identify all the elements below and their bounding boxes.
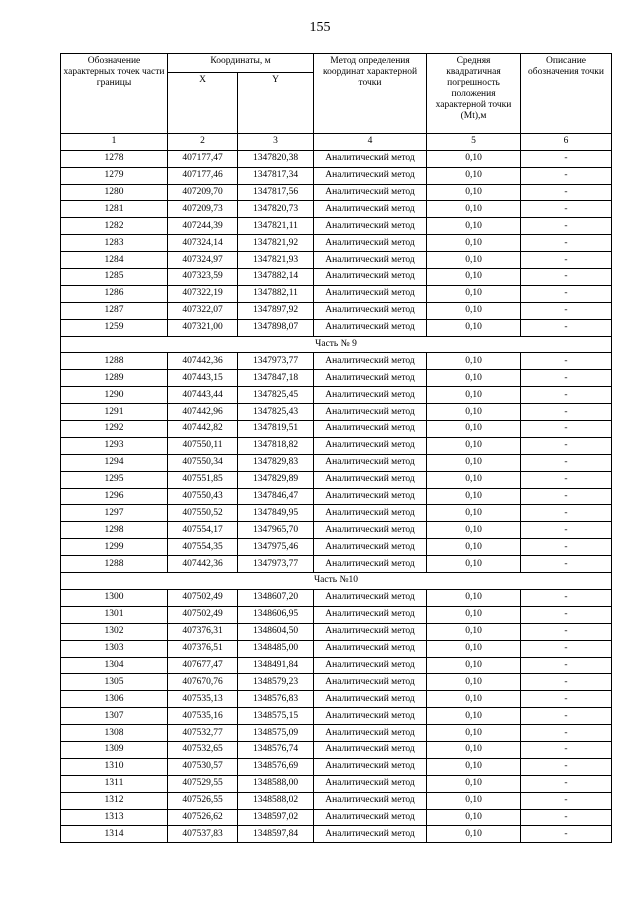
table-row bbox=[61, 167, 612, 184]
header-coordinates: Координаты, м bbox=[168, 54, 314, 73]
cell-description: - bbox=[521, 285, 612, 302]
cell-y: 1348576,69 bbox=[238, 758, 314, 775]
cell-description: - bbox=[521, 589, 612, 606]
cell-description: - bbox=[521, 201, 612, 218]
cell-y: 1347975,46 bbox=[238, 539, 314, 556]
cell-y: 1347821,93 bbox=[238, 252, 314, 269]
table-row bbox=[61, 421, 612, 438]
table-row bbox=[61, 505, 612, 522]
cell-point: 1297 bbox=[61, 505, 168, 522]
cell-x: 407535,16 bbox=[168, 708, 238, 725]
table-row bbox=[61, 725, 612, 742]
cell-y: 1348575,09 bbox=[238, 725, 314, 742]
section-title: Часть № 9 bbox=[61, 336, 612, 353]
table-row bbox=[61, 741, 612, 758]
cell-point: 1300 bbox=[61, 589, 168, 606]
column-number: 6 bbox=[521, 133, 612, 150]
cell-description: - bbox=[521, 421, 612, 438]
cell-description: - bbox=[521, 505, 612, 522]
cell-y: 1347849,95 bbox=[238, 505, 314, 522]
cell-error: 0,10 bbox=[427, 522, 521, 539]
cell-description: - bbox=[521, 758, 612, 775]
cell-description: - bbox=[521, 150, 612, 167]
table-row bbox=[61, 353, 612, 370]
cell-error: 0,10 bbox=[427, 674, 521, 691]
cell-error: 0,10 bbox=[427, 285, 521, 302]
cell-description: - bbox=[521, 539, 612, 556]
cell-x: 407177,46 bbox=[168, 167, 238, 184]
cell-x: 407209,70 bbox=[168, 184, 238, 201]
table-row bbox=[61, 623, 612, 640]
cell-x: 407324,14 bbox=[168, 235, 238, 252]
table-row bbox=[61, 235, 612, 252]
cell-x: 407535,13 bbox=[168, 691, 238, 708]
table-row bbox=[61, 150, 612, 167]
cell-error: 0,10 bbox=[427, 319, 521, 336]
cell-point: 1314 bbox=[61, 826, 168, 843]
header-method: Метод определения координат характерной точки bbox=[314, 54, 427, 134]
cell-method: Аналитический метод bbox=[314, 353, 427, 370]
cell-method: Аналитический метод bbox=[314, 623, 427, 640]
cell-method: Аналитический метод bbox=[314, 505, 427, 522]
cell-y: 1347829,89 bbox=[238, 471, 314, 488]
cell-point: 1310 bbox=[61, 758, 168, 775]
cell-y: 1347882,11 bbox=[238, 285, 314, 302]
cell-method: Аналитический метод bbox=[314, 708, 427, 725]
cell-method: Аналитический метод bbox=[314, 809, 427, 826]
cell-y: 1348485,00 bbox=[238, 640, 314, 657]
cell-error: 0,10 bbox=[427, 792, 521, 809]
cell-x: 407322,07 bbox=[168, 302, 238, 319]
cell-method: Аналитический метод bbox=[314, 589, 427, 606]
cell-y: 1348576,74 bbox=[238, 741, 314, 758]
cell-x: 407550,11 bbox=[168, 437, 238, 454]
cell-x: 407376,31 bbox=[168, 623, 238, 640]
cell-method: Аналитический метод bbox=[314, 150, 427, 167]
table-row bbox=[61, 319, 612, 336]
table-row bbox=[61, 556, 612, 573]
cell-method: Аналитический метод bbox=[314, 387, 427, 404]
cell-point: 1295 bbox=[61, 471, 168, 488]
section-row bbox=[61, 573, 612, 590]
cell-method: Аналитический метод bbox=[314, 826, 427, 843]
cell-method: Аналитический метод bbox=[314, 725, 427, 742]
cell-description: - bbox=[521, 184, 612, 201]
table-row bbox=[61, 792, 612, 809]
header-x: X bbox=[168, 72, 238, 133]
cell-error: 0,10 bbox=[427, 235, 521, 252]
cell-description: - bbox=[521, 235, 612, 252]
cell-error: 0,10 bbox=[427, 606, 521, 623]
cell-x: 407554,35 bbox=[168, 539, 238, 556]
header-description: Описание обозначения точки bbox=[521, 54, 612, 134]
cell-x: 407526,55 bbox=[168, 792, 238, 809]
cell-point: 1309 bbox=[61, 741, 168, 758]
cell-y: 1347817,34 bbox=[238, 167, 314, 184]
cell-description: - bbox=[521, 353, 612, 370]
cell-method: Аналитический метод bbox=[314, 775, 427, 792]
cell-method: Аналитический метод bbox=[314, 454, 427, 471]
cell-point: 1289 bbox=[61, 370, 168, 387]
cell-point: 1283 bbox=[61, 235, 168, 252]
section-title: Часть №10 bbox=[61, 573, 612, 590]
cell-description: - bbox=[521, 404, 612, 421]
cell-y: 1348579,23 bbox=[238, 674, 314, 691]
table-row bbox=[61, 691, 612, 708]
cell-y: 1348588,00 bbox=[238, 775, 314, 792]
cell-description: - bbox=[521, 556, 612, 573]
cell-y: 1348597,84 bbox=[238, 826, 314, 843]
cell-error: 0,10 bbox=[427, 725, 521, 742]
cell-description: - bbox=[521, 623, 612, 640]
cell-x: 407442,36 bbox=[168, 556, 238, 573]
cell-point: 1306 bbox=[61, 691, 168, 708]
cell-method: Аналитический метод bbox=[314, 269, 427, 286]
cell-description: - bbox=[521, 471, 612, 488]
cell-method: Аналитический метод bbox=[314, 404, 427, 421]
cell-x: 407442,96 bbox=[168, 404, 238, 421]
cell-method: Аналитический метод bbox=[314, 488, 427, 505]
header-mean-error: Средняя квадратичная погрешность положения характерной точки (Mt),м bbox=[427, 54, 521, 134]
cell-method: Аналитический метод bbox=[314, 539, 427, 556]
cell-error: 0,10 bbox=[427, 252, 521, 269]
cell-point: 1282 bbox=[61, 218, 168, 235]
cell-description: - bbox=[521, 387, 612, 404]
cell-error: 0,10 bbox=[427, 556, 521, 573]
cell-point: 1286 bbox=[61, 285, 168, 302]
cell-x: 407670,76 bbox=[168, 674, 238, 691]
cell-x: 407677,47 bbox=[168, 657, 238, 674]
cell-point: 1299 bbox=[61, 539, 168, 556]
cell-error: 0,10 bbox=[427, 404, 521, 421]
cell-error: 0,10 bbox=[427, 758, 521, 775]
cell-method: Аналитический метод bbox=[314, 556, 427, 573]
cell-description: - bbox=[521, 826, 612, 843]
cell-method: Аналитический метод bbox=[314, 792, 427, 809]
table-row bbox=[61, 252, 612, 269]
cell-point: 1312 bbox=[61, 792, 168, 809]
cell-x: 407322,19 bbox=[168, 285, 238, 302]
cell-x: 407323,59 bbox=[168, 269, 238, 286]
cell-y: 1347965,70 bbox=[238, 522, 314, 539]
cell-y: 1347821,11 bbox=[238, 218, 314, 235]
cell-error: 0,10 bbox=[427, 708, 521, 725]
cell-description: - bbox=[521, 792, 612, 809]
cell-description: - bbox=[521, 319, 612, 336]
cell-point: 1284 bbox=[61, 252, 168, 269]
table-row bbox=[61, 606, 612, 623]
table-row bbox=[61, 708, 612, 725]
cell-point: 1292 bbox=[61, 421, 168, 438]
cell-point: 1311 bbox=[61, 775, 168, 792]
cell-description: - bbox=[521, 657, 612, 674]
table-row bbox=[61, 809, 612, 826]
cell-description: - bbox=[521, 741, 612, 758]
cell-point: 1280 bbox=[61, 184, 168, 201]
cell-x: 407324,97 bbox=[168, 252, 238, 269]
table-row bbox=[61, 674, 612, 691]
cell-error: 0,10 bbox=[427, 201, 521, 218]
column-number: 1 bbox=[61, 133, 168, 150]
cell-point: 1298 bbox=[61, 522, 168, 539]
cell-x: 407321,00 bbox=[168, 319, 238, 336]
cell-method: Аналитический метод bbox=[314, 471, 427, 488]
cell-description: - bbox=[521, 809, 612, 826]
column-numbers-row bbox=[61, 133, 612, 150]
cell-error: 0,10 bbox=[427, 775, 521, 792]
cell-error: 0,10 bbox=[427, 269, 521, 286]
cell-description: - bbox=[521, 488, 612, 505]
cell-point: 1278 bbox=[61, 150, 168, 167]
cell-method: Аналитический метод bbox=[314, 674, 427, 691]
cell-x: 407537,83 bbox=[168, 826, 238, 843]
cell-point: 1288 bbox=[61, 556, 168, 573]
table-row bbox=[61, 184, 612, 201]
table-row bbox=[61, 387, 612, 404]
page-number: 155 bbox=[309, 20, 331, 35]
cell-method: Аналитический метод bbox=[314, 522, 427, 539]
table-row bbox=[61, 218, 612, 235]
cell-y: 1347817,56 bbox=[238, 184, 314, 201]
table-row bbox=[61, 454, 612, 471]
cell-description: - bbox=[521, 640, 612, 657]
cell-point: 1293 bbox=[61, 437, 168, 454]
cell-point: 1285 bbox=[61, 269, 168, 286]
cell-point: 1291 bbox=[61, 404, 168, 421]
cell-point: 1290 bbox=[61, 387, 168, 404]
cell-x: 407244,39 bbox=[168, 218, 238, 235]
cell-error: 0,10 bbox=[427, 623, 521, 640]
cell-point: 1287 bbox=[61, 302, 168, 319]
cell-x: 407443,15 bbox=[168, 370, 238, 387]
table-row bbox=[61, 758, 612, 775]
table-row bbox=[61, 269, 612, 286]
cell-description: - bbox=[521, 674, 612, 691]
cell-y: 1348597,02 bbox=[238, 809, 314, 826]
cell-x: 407550,52 bbox=[168, 505, 238, 522]
cell-y: 1348607,20 bbox=[238, 589, 314, 606]
table-row bbox=[61, 589, 612, 606]
cell-error: 0,10 bbox=[427, 302, 521, 319]
cell-y: 1347825,45 bbox=[238, 387, 314, 404]
cell-point: 1296 bbox=[61, 488, 168, 505]
column-number: 5 bbox=[427, 133, 521, 150]
cell-description: - bbox=[521, 522, 612, 539]
cell-description: - bbox=[521, 437, 612, 454]
cell-x: 407530,57 bbox=[168, 758, 238, 775]
cell-error: 0,10 bbox=[427, 184, 521, 201]
cell-method: Аналитический метод bbox=[314, 657, 427, 674]
cell-x: 407550,43 bbox=[168, 488, 238, 505]
cell-method: Аналитический метод bbox=[314, 218, 427, 235]
cell-y: 1348491,84 bbox=[238, 657, 314, 674]
table-row bbox=[61, 775, 612, 792]
cell-point: 1294 bbox=[61, 454, 168, 471]
cell-x: 407502,49 bbox=[168, 589, 238, 606]
cell-x: 407550,34 bbox=[168, 454, 238, 471]
cell-point: 1305 bbox=[61, 674, 168, 691]
cell-y: 1347825,43 bbox=[238, 404, 314, 421]
cell-error: 0,10 bbox=[427, 370, 521, 387]
cell-method: Аналитический метод bbox=[314, 691, 427, 708]
cell-y: 1347882,14 bbox=[238, 269, 314, 286]
cell-error: 0,10 bbox=[427, 826, 521, 843]
cell-point: 1259 bbox=[61, 319, 168, 336]
table-row bbox=[61, 404, 612, 421]
cell-error: 0,10 bbox=[427, 505, 521, 522]
cell-error: 0,10 bbox=[427, 353, 521, 370]
table-body bbox=[61, 150, 612, 843]
cell-error: 0,10 bbox=[427, 218, 521, 235]
cell-x: 407442,82 bbox=[168, 421, 238, 438]
cell-method: Аналитический метод bbox=[314, 302, 427, 319]
cell-error: 0,10 bbox=[427, 589, 521, 606]
table-row bbox=[61, 488, 612, 505]
cell-y: 1348576,83 bbox=[238, 691, 314, 708]
coordinates-table bbox=[60, 53, 612, 843]
cell-point: 1304 bbox=[61, 657, 168, 674]
cell-point: 1307 bbox=[61, 708, 168, 725]
cell-error: 0,10 bbox=[427, 454, 521, 471]
cell-point: 1281 bbox=[61, 201, 168, 218]
table-row bbox=[61, 539, 612, 556]
cell-method: Аналитический метод bbox=[314, 184, 427, 201]
cell-y: 1347847,18 bbox=[238, 370, 314, 387]
cell-y: 1347973,77 bbox=[238, 353, 314, 370]
column-number: 2 bbox=[168, 133, 238, 150]
cell-x: 407502,49 bbox=[168, 606, 238, 623]
cell-method: Аналитический метод bbox=[314, 370, 427, 387]
table-row bbox=[61, 522, 612, 539]
cell-method: Аналитический метод bbox=[314, 437, 427, 454]
cell-description: - bbox=[521, 606, 612, 623]
column-number: 4 bbox=[314, 133, 427, 150]
cell-y: 1348588,02 bbox=[238, 792, 314, 809]
cell-error: 0,10 bbox=[427, 421, 521, 438]
table-row bbox=[61, 640, 612, 657]
cell-description: - bbox=[521, 370, 612, 387]
cell-description: - bbox=[521, 775, 612, 792]
table-row bbox=[61, 437, 612, 454]
cell-point: 1313 bbox=[61, 809, 168, 826]
cell-description: - bbox=[521, 218, 612, 235]
cell-error: 0,10 bbox=[427, 150, 521, 167]
cell-x: 407209,73 bbox=[168, 201, 238, 218]
cell-x: 407532,65 bbox=[168, 741, 238, 758]
cell-x: 407529,55 bbox=[168, 775, 238, 792]
cell-method: Аналитический метод bbox=[314, 285, 427, 302]
cell-y: 1347829,83 bbox=[238, 454, 314, 471]
cell-point: 1301 bbox=[61, 606, 168, 623]
table-row bbox=[61, 826, 612, 843]
cell-description: - bbox=[521, 167, 612, 184]
cell-error: 0,10 bbox=[427, 741, 521, 758]
table-row bbox=[61, 370, 612, 387]
cell-x: 407443,44 bbox=[168, 387, 238, 404]
cell-error: 0,10 bbox=[427, 167, 521, 184]
cell-method: Аналитический метод bbox=[314, 167, 427, 184]
cell-method: Аналитический метод bbox=[314, 252, 427, 269]
table-row bbox=[61, 285, 612, 302]
cell-y: 1347818,82 bbox=[238, 437, 314, 454]
cell-y: 1347898,07 bbox=[238, 319, 314, 336]
cell-x: 407442,36 bbox=[168, 353, 238, 370]
cell-error: 0,10 bbox=[427, 539, 521, 556]
cell-x: 407532,77 bbox=[168, 725, 238, 742]
cell-error: 0,10 bbox=[427, 657, 521, 674]
cell-method: Аналитический метод bbox=[314, 640, 427, 657]
table-row bbox=[61, 471, 612, 488]
cell-x: 407551,85 bbox=[168, 471, 238, 488]
column-number: 3 bbox=[238, 133, 314, 150]
cell-x: 407376,51 bbox=[168, 640, 238, 657]
cell-description: - bbox=[521, 725, 612, 742]
cell-y: 1347819,51 bbox=[238, 421, 314, 438]
table-row bbox=[61, 302, 612, 319]
cell-x: 407554,17 bbox=[168, 522, 238, 539]
cell-error: 0,10 bbox=[427, 809, 521, 826]
cell-error: 0,10 bbox=[427, 387, 521, 404]
cell-method: Аналитический метод bbox=[314, 741, 427, 758]
cell-error: 0,10 bbox=[427, 471, 521, 488]
cell-y: 1348606,95 bbox=[238, 606, 314, 623]
cell-method: Аналитический метод bbox=[314, 758, 427, 775]
cell-x: 407177,47 bbox=[168, 150, 238, 167]
header-point-designation: Обозначение характерных точек части границы bbox=[61, 54, 168, 134]
cell-y: 1347821,92 bbox=[238, 235, 314, 252]
table-row bbox=[61, 201, 612, 218]
cell-y: 1348575,15 bbox=[238, 708, 314, 725]
cell-point: 1288 bbox=[61, 353, 168, 370]
cell-error: 0,10 bbox=[427, 640, 521, 657]
cell-y: 1348604,50 bbox=[238, 623, 314, 640]
cell-method: Аналитический метод bbox=[314, 606, 427, 623]
cell-point: 1308 bbox=[61, 725, 168, 742]
cell-point: 1279 bbox=[61, 167, 168, 184]
cell-y: 1347897,92 bbox=[238, 302, 314, 319]
cell-method: Аналитический метод bbox=[314, 235, 427, 252]
cell-x: 407526,62 bbox=[168, 809, 238, 826]
cell-error: 0,10 bbox=[427, 691, 521, 708]
cell-y: 1347820,73 bbox=[238, 201, 314, 218]
cell-description: - bbox=[521, 691, 612, 708]
cell-error: 0,10 bbox=[427, 488, 521, 505]
cell-y: 1347846,47 bbox=[238, 488, 314, 505]
cell-point: 1302 bbox=[61, 623, 168, 640]
header-y: Y bbox=[238, 72, 314, 133]
cell-description: - bbox=[521, 252, 612, 269]
cell-point: 1303 bbox=[61, 640, 168, 657]
cell-error: 0,10 bbox=[427, 437, 521, 454]
table-row bbox=[61, 657, 612, 674]
cell-y: 1347973,77 bbox=[238, 556, 314, 573]
section-row bbox=[61, 336, 612, 353]
cell-method: Аналитический метод bbox=[314, 421, 427, 438]
cell-method: Аналитический метод bbox=[314, 201, 427, 218]
cell-method: Аналитический метод bbox=[314, 319, 427, 336]
cell-y: 1347820,38 bbox=[238, 150, 314, 167]
cell-description: - bbox=[521, 708, 612, 725]
cell-description: - bbox=[521, 454, 612, 471]
cell-description: - bbox=[521, 269, 612, 286]
cell-description: - bbox=[521, 302, 612, 319]
